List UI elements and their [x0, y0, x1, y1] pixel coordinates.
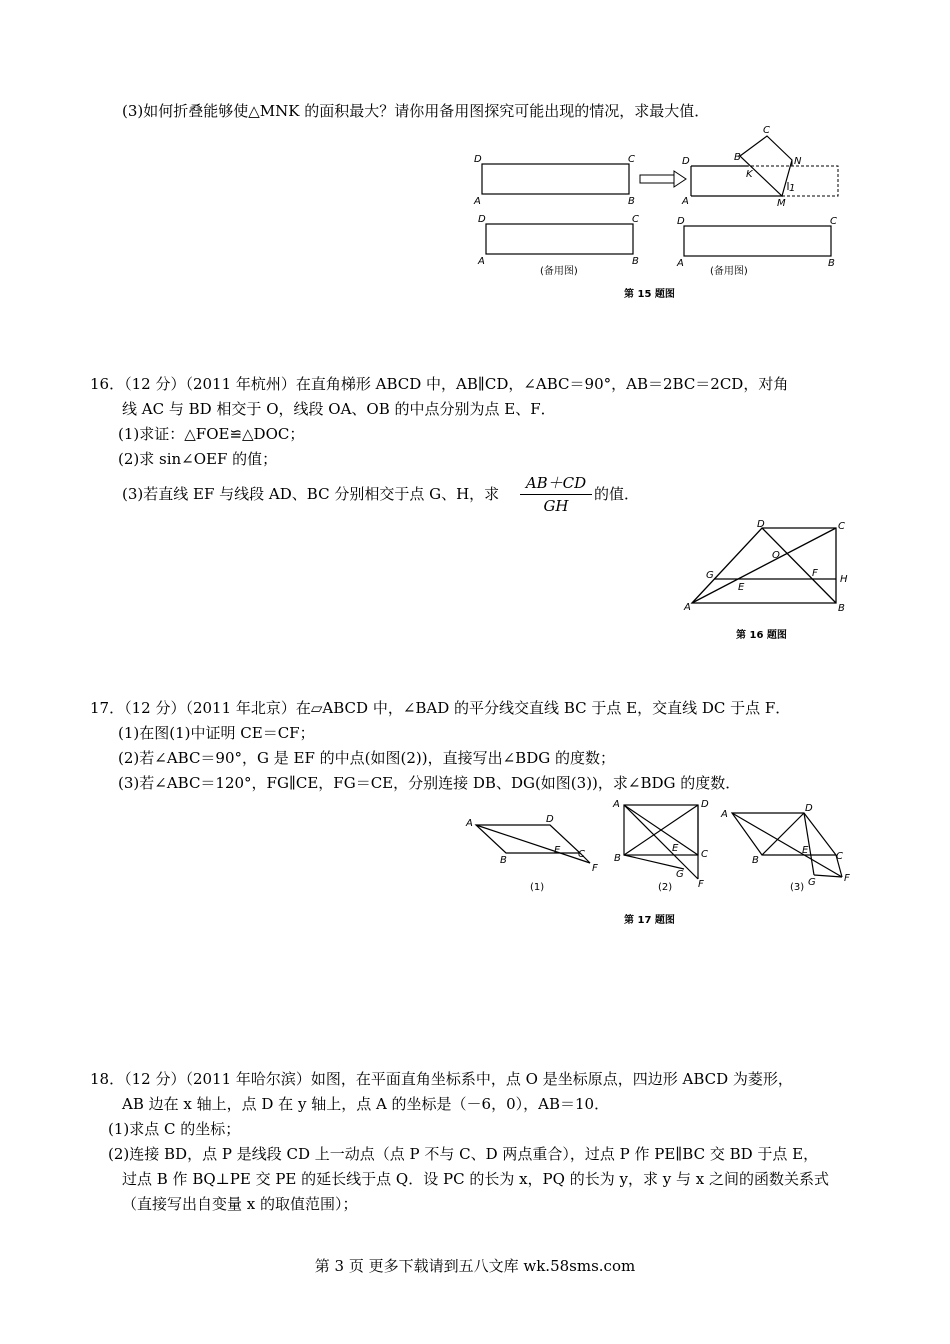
arrow-right-icon [640, 171, 686, 187]
page-footer: 第 3 页 更多下载请到五八文库 wk.58sms.com [314, 1257, 636, 1275]
q15-label-D3: D [478, 214, 486, 225]
q17-subfig-3 [732, 813, 842, 877]
q16-part2: (2)求 sin∠OEF 的值； [118, 450, 278, 468]
q15-spare-rect-1 [486, 224, 633, 254]
q17-2-label-C: C [701, 849, 708, 860]
q17-3-label-F: F [844, 873, 850, 884]
q15-label-M: M [777, 198, 786, 209]
q18-line2: AB 边在 x 轴上，点 D 在 y 轴上，点 A 的坐标是（－6，0），AB＝10． [122, 1095, 610, 1113]
q17-part2: (2)若∠ABC＝90°，G 是 EF 的中点(如图(2))，直接写出∠BDG 的度数； [118, 749, 615, 767]
q15-label-A4: A [677, 258, 684, 269]
q17-2-label-F: F [698, 879, 704, 890]
q15-label-C1: C [628, 154, 635, 165]
q17-figure-svg [458, 795, 858, 935]
q15-label-D1: D [474, 154, 482, 165]
q15-label-B1: B [628, 196, 635, 207]
q15-spare-caption-2: (备用图) [710, 266, 748, 277]
q17-subfig-1 [476, 825, 590, 863]
q15-spare-rect-2 [684, 226, 831, 256]
q17-3-label-C: C [836, 851, 843, 862]
q15-rect-original [482, 164, 629, 194]
q16-label-H: H [840, 574, 848, 585]
q16-label-F: F [812, 568, 818, 579]
q16-part3-post: 的值． [594, 485, 640, 503]
q17-3-label-E: E [802, 845, 809, 856]
q17-2-label-D: D [701, 799, 709, 810]
q18-part2b: 过点 B 作 BQ⊥PE 交 PE 的延长线于点 Q．设 PC 的长为 x，PQ 的长为 y，求 y 与 x 之间的函数关系式 [122, 1170, 829, 1188]
q15-label-1: 1 [789, 183, 796, 194]
q17-3-label-D: D [805, 803, 813, 814]
q16-part1: (1)求证：△FOE≌△DOC； [118, 425, 305, 443]
q17-1-label-A: A [466, 818, 473, 829]
q15-label-D2: D [682, 156, 690, 167]
q15-label-C3: C [632, 214, 639, 225]
q17-subfig-3-label: (3) [790, 882, 805, 893]
q15-figure-svg [470, 120, 850, 310]
q15-label-K: K [746, 169, 753, 180]
q16-part3-pre: (3)若直线 EF 与线段 AD、BC 分别相交于点 G、H，求 [122, 485, 500, 503]
q17-caption: 第 17 题图 [624, 915, 675, 926]
q16-caption: 第 16 题图 [736, 630, 787, 641]
q18-part2c: （直接写出自变量 x 的取值范围）； [122, 1195, 358, 1213]
q15-label-B2: B [734, 152, 741, 163]
q17-2-label-E: E [672, 843, 679, 854]
q17-subfig-2-label: (2) [658, 882, 673, 893]
q15-caption: 第 15 题图 [624, 289, 675, 300]
q15-label-A3: A [478, 256, 485, 267]
q15-label-C2: C [763, 125, 770, 136]
q17-2-label-G: G [676, 869, 684, 880]
q15-label-N: N [794, 156, 802, 167]
q16-trapezoid [692, 528, 836, 603]
q15-label-A2: A [682, 196, 689, 207]
q15-spare-caption-1: (备用图) [540, 266, 578, 277]
q15-label-A1: A [474, 196, 481, 207]
q16-label-D: D [757, 519, 765, 530]
q16-label-A: A [684, 602, 691, 613]
q16-label-B: B [838, 603, 845, 614]
q16-label-E: E [738, 582, 745, 593]
q17-3-label-A: A [721, 809, 728, 820]
q17-1-label-C: C [578, 849, 585, 860]
q17-1-label-D: D [546, 814, 554, 825]
q17-part3: (3)若∠ABC＝120°，FG∥CE，FG＝CE，分别连接 DB、DG(如图(3))，求∠BDG 的度数． [118, 774, 741, 792]
q17-subfig-2 [624, 805, 698, 879]
q15-figure [470, 120, 850, 310]
q18-part1: (1)求点 C 的坐标； [108, 1120, 241, 1138]
q17-2-label-B: B [614, 853, 621, 864]
q16-label-O: O [772, 550, 780, 561]
q17-line1: 17．（12 分）（2011 年北京）在▱ABCD 中，∠BAD 的平分线交直线 BC 于点 E，交直线 DC 于点 F． [90, 699, 791, 717]
q18-part2a: (2)连接 BD，点 P 是线段 CD 上一动点（点 P 不与 C、D 两点重合），过点 P 作 PE∥BC 交 BD 于点 E， [108, 1145, 819, 1163]
q16-label-C: C [838, 521, 845, 532]
q15-folded-figure [691, 136, 838, 196]
q15-label-B4: B [828, 258, 835, 269]
q17-subfig-1-label: (1) [530, 882, 545, 893]
q17-3-label-G: G [808, 877, 816, 888]
q15-label-B3: B [632, 256, 639, 267]
q17-part1: (1)在图(1)中证明 CE＝CF； [118, 724, 315, 742]
q15-label-C4: C [830, 216, 837, 227]
q16-line1: 16．（12 分）（2011 年杭州）在直角梯形 ABCD 中，AB∥CD，∠ABC＝90°，AB＝2BC＝2CD，对角 [90, 375, 789, 393]
q16-fraction [520, 472, 592, 517]
q17-3-label-B: B [752, 855, 759, 866]
q16-figure [678, 518, 868, 643]
q17-figure [458, 795, 858, 935]
q16-fraction-denominator: GH [543, 497, 569, 515]
q16-line2: 线 AC 与 BD 相交于 O，线段 OA、OB 的中点分别为点 E、F． [122, 400, 556, 418]
q16-label-G: G [706, 570, 714, 581]
q16-fraction-numerator: AB＋CD [520, 472, 592, 495]
q15-label-D4: D [677, 216, 685, 227]
q17-2-label-A: A [613, 799, 620, 810]
q17-1-label-E: E [554, 845, 561, 856]
q15-part3: (3)如何折叠能够使△MNK 的面积最大？请你用备用图探究可能出现的情况，求最大值． [122, 102, 710, 120]
q17-1-label-B: B [500, 855, 507, 866]
q16-figure-svg [678, 518, 868, 643]
q17-1-label-F: F [592, 863, 598, 874]
q18-line1: 18．（12 分）（2011 年哈尔滨）如图，在平面直角坐标系中，点 O 是坐标原点，四边形 ABCD 为菱形， [90, 1070, 793, 1088]
